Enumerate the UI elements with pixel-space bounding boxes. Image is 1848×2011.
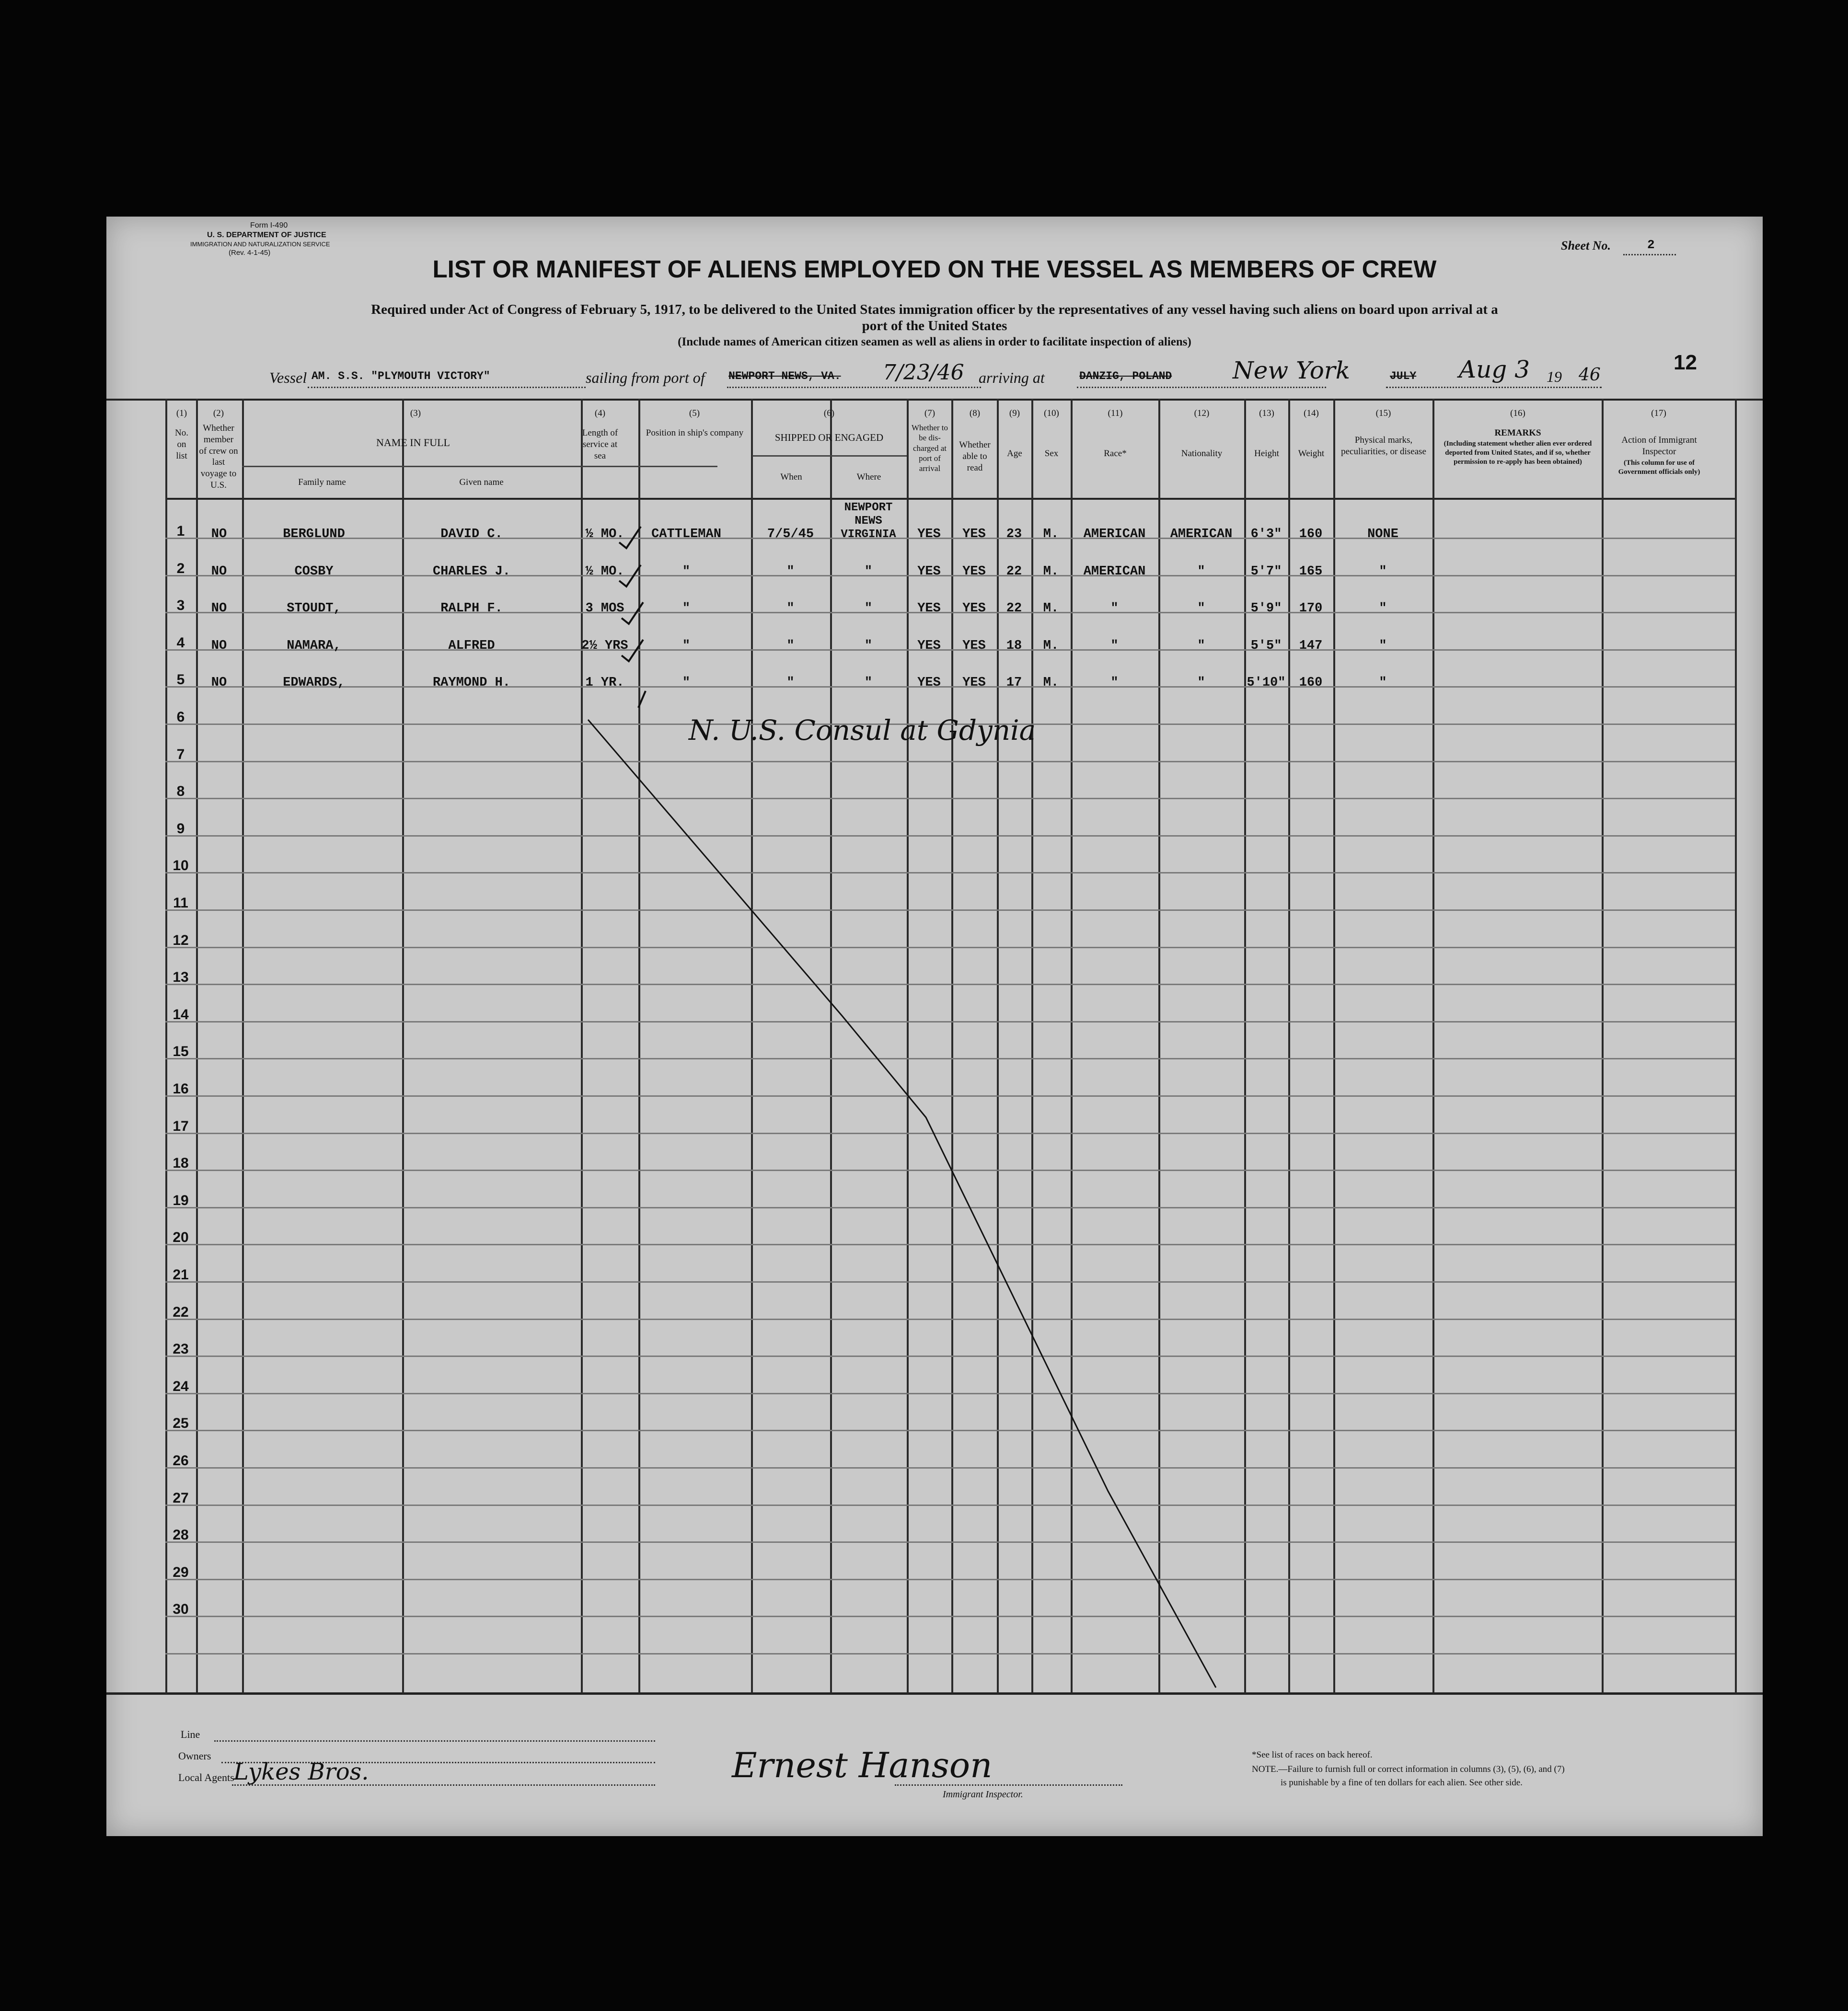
cell-read: YES (962, 676, 986, 690)
col-header-physical-marks: Physical marks, peculiarities, or disease (1341, 435, 1426, 457)
cell-given: RAYMOND H. (432, 676, 511, 690)
cell-disch: YES (917, 601, 941, 616)
col-header-height: Height (1254, 448, 1279, 459)
col-header-action-inspector: Action of Immigrant Inspector (1621, 435, 1697, 457)
cell-age: 18 (1006, 638, 1022, 653)
col-num-13: (13) (1259, 408, 1274, 418)
row-number: 14 (173, 1006, 189, 1023)
cell-nat: " (1197, 601, 1205, 616)
col-header-remarks-sub: (Including statement whether alien ever ordered deported from United States, and if so, whether permission to re-apply has been obtained) (1444, 440, 1592, 466)
cell-position: " (682, 564, 691, 579)
row-number: 19 (173, 1192, 189, 1208)
row-number: 10 (173, 858, 189, 874)
cell-race: AMERICAN (1083, 564, 1146, 579)
cell-crew: NO (211, 676, 227, 690)
row-number: 28 (173, 1527, 189, 1543)
form-number: Form I-490 (250, 221, 288, 230)
cell-weight: 160 (1299, 527, 1323, 541)
cell-when: " (786, 564, 795, 579)
cell-given: DAVID C. (440, 527, 503, 541)
department-label: U. S. DEPARTMENT OF JUSTICE (207, 231, 326, 239)
date-handwritten: Aug 3 (1459, 356, 1530, 383)
row-number: 21 (173, 1267, 189, 1283)
col-num-12: (12) (1194, 408, 1210, 418)
cell-position: " (682, 676, 691, 690)
cell-height: 5'7" (1250, 564, 1282, 579)
col-num-6: (6) (823, 408, 835, 418)
col-num-5: (5) (689, 408, 700, 418)
cell-family: BERGLUND (283, 527, 345, 541)
cell-read: YES (962, 638, 986, 653)
vessel-label: Vessel (269, 369, 307, 386)
subtitle-line-3: (Include names of American citizen seamen as well as aliens in order to facilitate inspection of aliens) (678, 335, 1191, 348)
row-number: 20 (173, 1230, 189, 1246)
cell-when: " (786, 638, 795, 653)
cell-age: 23 (1006, 527, 1022, 541)
row-number: 24 (173, 1378, 189, 1394)
cell-marks: " (1379, 564, 1387, 579)
form-title: LIST OR MANIFEST OF ALIENS EMPLOYED ON THE VESSEL AS MEMBERS OF CREW (432, 255, 1437, 283)
row-number: 22 (173, 1304, 189, 1320)
cell-sex: M. (1043, 527, 1059, 541)
col-header-where: Where (856, 472, 881, 482)
col-header-sex: Sex (1044, 448, 1059, 459)
diagonal-cancel-line (588, 720, 1216, 1688)
cell-crew: NO (211, 527, 227, 541)
cell-service: ½ MO. (585, 527, 624, 541)
row-number: 26 (173, 1453, 189, 1469)
footer-agents-handwritten: Lykes Bros. (233, 1758, 369, 1785)
cell-weight: 160 (1299, 676, 1323, 690)
col-header-family-name: Family name (298, 477, 346, 487)
row-number: 7 (176, 746, 185, 762)
cell-where: " (864, 601, 873, 616)
inspector-label: Immigrant Inspector. (943, 1789, 1023, 1800)
footer-agents-underline (232, 1784, 655, 1786)
row-number: 5 (176, 672, 185, 688)
cell-height: 6'3" (1250, 527, 1282, 541)
cell-family: COSBY (294, 564, 334, 579)
row-number: 18 (173, 1155, 189, 1172)
row-number: 25 (173, 1415, 189, 1432)
col-header-weight: Weight (1298, 448, 1325, 459)
col-num-9: (9) (1009, 408, 1020, 418)
cell-disch: YES (917, 676, 941, 690)
cell-when: " (786, 676, 795, 690)
cell-where: " (864, 638, 873, 653)
month-typed: JULY (1390, 370, 1417, 382)
col-header-shipped-or-engaged: SHIPPED OR ENGAGED (774, 432, 884, 443)
cell-race: " (1110, 638, 1119, 653)
col-header-when: When (780, 472, 802, 482)
check-mark (622, 640, 643, 661)
col-header-given-name: Given name (459, 477, 504, 487)
row-number: 13 (173, 969, 189, 986)
cell-read: YES (962, 527, 986, 541)
col-num-16: (16) (1510, 408, 1525, 418)
year-prefix: 19 (1547, 368, 1562, 385)
cell-where: " (864, 564, 873, 579)
col-num-14: (14) (1304, 408, 1319, 418)
vessel-name: AM. S.S. "PLYMOUTH VICTORY" (312, 370, 490, 382)
row-number: 3 (176, 598, 185, 614)
cell-marks: " (1379, 676, 1387, 690)
cell-nat: AMERICAN (1170, 527, 1233, 541)
check-marks (106, 217, 1763, 1836)
cell-age: 17 (1006, 676, 1022, 690)
col-num-15: (15) (1375, 408, 1391, 418)
row-number: 12 (173, 932, 189, 948)
cell-nat: " (1197, 564, 1205, 579)
cell-position: " (682, 601, 691, 616)
cell-sex: M. (1043, 601, 1059, 616)
check-mark (619, 565, 641, 586)
arriving-handwritten: New York (1233, 356, 1350, 384)
col-num-11: (11) (1108, 408, 1123, 418)
cell-family: NAMARA, (287, 638, 341, 653)
cell-age: 22 (1006, 564, 1022, 579)
arriving-port: DANZIG, POLAND (1079, 370, 1172, 382)
revision-label: (Rev. 4-1-45) (229, 249, 271, 257)
col-num-10: (10) (1044, 408, 1059, 418)
subtitle-line-1: Required under Act of Congress of February 5, 1917, to be delivered to the United States immigration officer by the representatives of any vessel having such aliens on board upon arrival at a (371, 302, 1498, 317)
cell-given: ALFRED (448, 638, 495, 653)
cell-disch: YES (917, 527, 941, 541)
col-header-age: Age (1007, 448, 1022, 459)
cell-crew: NO (211, 638, 227, 653)
cell-disch: YES (917, 564, 941, 579)
col-header-length-of-service: Length of service at sea (582, 428, 618, 461)
row-number: 9 (176, 820, 185, 837)
cell-crew: NO (211, 601, 227, 616)
row-number: 6 (176, 709, 185, 725)
row-number: 8 (176, 783, 185, 800)
page-number: 12 (1674, 351, 1697, 374)
footer-note-penalty-2: is punishable by a fine of ten dollars for each alien. See other side. (1281, 1778, 1523, 1788)
cell-read: YES (962, 564, 986, 579)
cell-marks: NONE (1367, 527, 1398, 541)
footer-note-races: *See list of races on back hereof. (1252, 1750, 1373, 1760)
sheet-number-label: Sheet No. (1561, 239, 1611, 253)
footer-agents-label: Local Agents (178, 1771, 234, 1783)
sailing-label: sailing from port of (586, 369, 705, 386)
col-header-no-on-list: No. on list (175, 428, 188, 461)
cell-service: 2½ YRS (581, 638, 628, 653)
col-header-position: Position in ship's company (646, 428, 744, 438)
col-num-7: (7) (924, 408, 936, 418)
service-label: IMMIGRATION AND NATURALIZATION SERVICE (190, 241, 330, 248)
cell-race: " (1110, 601, 1119, 616)
cell-family: STOUDT, (287, 601, 341, 616)
cell-position: CATTLEMAN (651, 527, 721, 541)
footer-line-label: Line (181, 1728, 200, 1740)
footer-note-penalty-1: NOTE.—Failure to furnish full or correct information in columns (3), (5), (6), and (7) (1252, 1764, 1565, 1774)
cell-disch: YES (917, 638, 941, 653)
cell-nat: " (1197, 676, 1205, 690)
cell-where: NEWPORT NEWS VIRGINIA (841, 501, 896, 541)
cell-service: 3 MOS (585, 601, 624, 616)
cell-nat: " (1197, 638, 1205, 653)
row-number: 27 (173, 1490, 189, 1506)
inspector-underline (895, 1784, 1122, 1786)
check-mark (638, 691, 646, 708)
subtitle-line-2: port of the United States (862, 318, 1007, 333)
cell-crew: NO (211, 564, 227, 579)
cell-given: CHARLES J. (432, 564, 511, 579)
cell-sex: M. (1043, 676, 1059, 690)
footer-owners-label: Owners (178, 1750, 211, 1762)
cell-service: 1 YR. (585, 676, 624, 690)
cell-family: EDWARDS, (283, 676, 345, 690)
cell-height: 5'10" (1247, 676, 1286, 690)
col-num-3: (3) (410, 408, 421, 418)
manifest-sheet (106, 217, 1763, 1836)
row-number: 29 (173, 1564, 189, 1580)
cell-position: " (682, 638, 691, 653)
col-header-crew-last-voyage: Whether member of crew on last voyage to U.S. (199, 423, 238, 490)
sailing-port: NEWPORT NEWS, VA. (728, 370, 841, 382)
col-header-name-in-full: NAME IN FULL (376, 437, 450, 448)
sailing-date-handwritten: 7/23/46 (883, 360, 964, 385)
row-number: 17 (173, 1118, 189, 1134)
cell-age: 22 (1006, 601, 1022, 616)
cell-race: " (1110, 676, 1119, 690)
cell-sex: M. (1043, 564, 1059, 579)
cell-given: RALPH F. (440, 601, 503, 616)
row-number: 15 (173, 1044, 189, 1060)
cell-when: " (786, 601, 795, 616)
row-number: 4 (176, 634, 185, 651)
arriving-label: arriving at (979, 369, 1045, 386)
col-header-able-to-read: Whether able to read (959, 440, 991, 473)
check-mark (622, 602, 643, 624)
cell-service: ½ MO. (585, 564, 624, 579)
col-num-4: (4) (594, 408, 606, 418)
row-number: 16 (173, 1081, 189, 1097)
cell-height: 5'5" (1250, 638, 1282, 653)
year-suffix: 46 (1579, 365, 1601, 385)
cell-weight: 170 (1299, 601, 1323, 616)
inspector-signature: Ernest Hanson (732, 1745, 993, 1785)
col-header-nationality: Nationality (1181, 448, 1223, 459)
col-header-race: Race* (1104, 448, 1127, 459)
col-num-2: (2) (213, 408, 224, 418)
row-number: 2 (176, 560, 185, 576)
col-num-1: (1) (176, 408, 187, 418)
row-number: 30 (173, 1601, 189, 1618)
cell-height: 5'9" (1250, 601, 1282, 616)
footer-line-underline (214, 1740, 655, 1742)
cell-read: YES (962, 601, 986, 616)
col-header-discharged: Whether to be dis- charged at port of arrival (912, 423, 948, 473)
col-header-remarks: REMARKS (1494, 428, 1541, 438)
cell-weight: 165 (1299, 564, 1323, 579)
cell-sex: M. (1043, 638, 1059, 653)
cell-marks: " (1379, 638, 1387, 653)
handwritten-consul-note: N. U.S. Consul at Gdynia (689, 714, 1036, 747)
sheet-number-value: 2 (1647, 238, 1655, 252)
check-mark (619, 527, 641, 548)
col-num-17: (17) (1651, 408, 1666, 418)
row-number: 23 (173, 1341, 189, 1357)
cell-race: AMERICAN (1083, 527, 1146, 541)
cell-weight: 147 (1299, 638, 1323, 653)
row-number: 1 (176, 523, 185, 539)
cell-marks: " (1379, 601, 1387, 616)
row-number: 11 (173, 895, 188, 911)
cell-when: 7/5/45 (767, 527, 814, 541)
col-header-action-sub: (This column for use of Government officials only) (1618, 459, 1700, 476)
cell-where: " (864, 676, 873, 690)
col-num-8: (8) (969, 408, 981, 418)
